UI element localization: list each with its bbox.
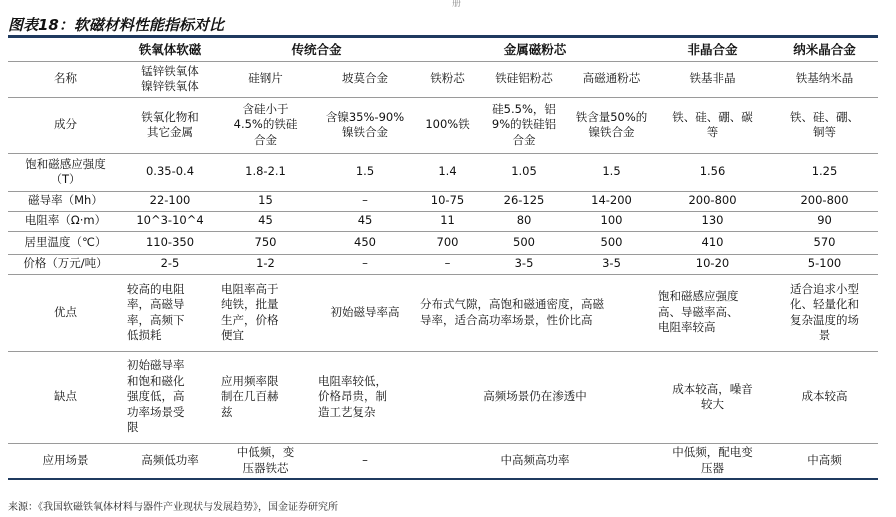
row-applications (8, 443, 878, 479)
cell-nanocrystalline: 成本较高 (771, 351, 878, 443)
cell-permalloy: – (314, 443, 416, 479)
comparison-table (8, 38, 878, 480)
row-permeability (8, 191, 878, 211)
cell: 90 (771, 211, 878, 231)
cell: 铁氧化物和 其它金属 (123, 97, 217, 153)
cell: 700 (416, 231, 479, 254)
header-nanocrystalline-alloy: 纳米晶合金 (771, 38, 878, 61)
cell: 1.56 (654, 153, 771, 191)
page-top-mark: 册 (452, 0, 462, 9)
row-composition (8, 97, 878, 153)
cell-amorphous: 饱和磁感应强度 高、导磁率高、 电阻率较高 (654, 274, 771, 351)
cell: 坡莫合金 (314, 61, 416, 97)
cell: 铁基非晶 (654, 61, 771, 97)
row-label: 应用场景 (8, 443, 123, 479)
cell: 1.8-2.1 (217, 153, 314, 191)
header-amorphous-alloy: 非晶合金 (654, 38, 771, 61)
cell: 铁粉芯 (416, 61, 479, 97)
row-label: 电阻率（Ω·m） (8, 211, 123, 231)
cell: – (314, 191, 416, 211)
cell: 10-20 (654, 254, 771, 274)
cell-powder-core: 中高频高功率 (416, 443, 654, 479)
cell-silicon-steel: 电阻率高于 纯铁，批量 生产，价格 便宜 (217, 274, 314, 351)
cell-nanocrystalline: 适合追求小型 化、轻量化和 复杂温度的场 景 (771, 274, 878, 351)
cell: 0.35-0.4 (123, 153, 217, 191)
cell-nanocrystalline: 中高频 (771, 443, 878, 479)
cell: 1.5 (314, 153, 416, 191)
row-resistivity (8, 211, 878, 231)
cell: 1.25 (771, 153, 878, 191)
cell: 26-125 (479, 191, 569, 211)
row-label: 优点 (8, 274, 123, 351)
cell: 铁含量50%的 镍铁合金 (569, 97, 654, 153)
cell: 100 (569, 211, 654, 231)
cell: 含硅小于 4.5%的铁硅 合金 (217, 97, 314, 153)
cell: 450 (314, 231, 416, 254)
cell: 130 (654, 211, 771, 231)
row-curie-temperature (8, 231, 878, 254)
cell: 200-800 (771, 191, 878, 211)
header-ferrite: 铁氧体软磁 (123, 38, 217, 61)
row-label: 饱和磁感应强度 （T） (8, 153, 123, 191)
row-label: 居里温度（℃） (8, 231, 123, 254)
cell: 1.4 (416, 153, 479, 191)
cell: 15 (217, 191, 314, 211)
cell: 硅钢片 (217, 61, 314, 97)
cell-permalloy: 初始磁导率高 (314, 274, 416, 351)
cell: – (314, 254, 416, 274)
header-row (8, 38, 878, 61)
row-label: 缺点 (8, 351, 123, 443)
cell: 3-5 (569, 254, 654, 274)
cell: 高磁通粉芯 (569, 61, 654, 97)
row-advantages (8, 274, 878, 351)
cell: 铁基纳米晶 (771, 61, 878, 97)
cell-ferrite: 高频低功率 (123, 443, 217, 479)
cell: 45 (217, 211, 314, 231)
cell: 10^3-10^4 (123, 211, 217, 231)
cell: 铁、硅、硼、 铜等 (771, 97, 878, 153)
cell: 500 (569, 231, 654, 254)
row-name (8, 61, 878, 97)
cell-silicon-steel: 应用频率限 制在几百赫 兹 (217, 351, 314, 443)
cell-ferrite: 较高的电阻 率，高磁导 率，高频下 低损耗 (123, 274, 217, 351)
cell: 10-75 (416, 191, 479, 211)
cell-powder-core: 高频场景仍在渗透中 (416, 351, 654, 443)
row-label: 名称 (8, 61, 123, 97)
cell: 3-5 (479, 254, 569, 274)
cell: 11 (416, 211, 479, 231)
row-saturation (8, 153, 878, 191)
cell: 铁硅铝粉芯 (479, 61, 569, 97)
cell-powder-core: 分布式气隙，高饱和磁通密度，高磁 导率，适合高功率场景，性价比高 (416, 274, 654, 351)
cell: 750 (217, 231, 314, 254)
header-metal-powder-core: 金属磁粉芯 (416, 38, 654, 61)
cell: 45 (314, 211, 416, 231)
figure-title: 图表18：软磁材料性能指标对比 (8, 16, 224, 34)
cell: 1-2 (217, 254, 314, 274)
cell: 100%铁 (416, 97, 479, 153)
cell: 1.05 (479, 153, 569, 191)
cell: 22-100 (123, 191, 217, 211)
cell: 2-5 (123, 254, 217, 274)
cell: 500 (479, 231, 569, 254)
cell-ferrite: 初始磁导率 和饱和磁化 强度低，高 功率场景受 限 (123, 351, 217, 443)
header-corner (8, 38, 123, 61)
cell: 硅5.5%，铝 9%的铁硅铝 合金 (479, 97, 569, 153)
cell: 80 (479, 211, 569, 231)
cell: – (416, 254, 479, 274)
cell: 200-800 (654, 191, 771, 211)
row-label: 磁导率（Mh） (8, 191, 123, 211)
row-disadvantages (8, 351, 878, 443)
cell-amorphous: 中低频，配电变 压器 (654, 443, 771, 479)
header-traditional-alloy: 传统合金 (217, 38, 416, 61)
cell: 1.5 (569, 153, 654, 191)
row-label: 成分 (8, 97, 123, 153)
source-note: 来源：《我国软磁铁氧体材料与器件产业现状与发展趋势》，国金证券研究所 (8, 502, 338, 513)
cell: 14-200 (569, 191, 654, 211)
cell: 含镍35%-90% 镍铁合金 (314, 97, 416, 153)
cell: 110-350 (123, 231, 217, 254)
cell: 410 (654, 231, 771, 254)
cell: 锰锌铁氧体 镍锌铁氧体 (123, 61, 217, 97)
cell-amorphous: 成本较高，噪音 较大 (654, 351, 771, 443)
cell: 5-100 (771, 254, 878, 274)
cell-permalloy: 电阻率较低， 价格昂贵，制 造工艺复杂 (314, 351, 416, 443)
cell: 570 (771, 231, 878, 254)
row-label: 价格（万元/吨） (8, 254, 123, 274)
cell-silicon-steel: 中低频，变 压器铁芯 (217, 443, 314, 479)
row-price (8, 254, 878, 274)
cell: 铁、硅、硼、碳 等 (654, 97, 771, 153)
